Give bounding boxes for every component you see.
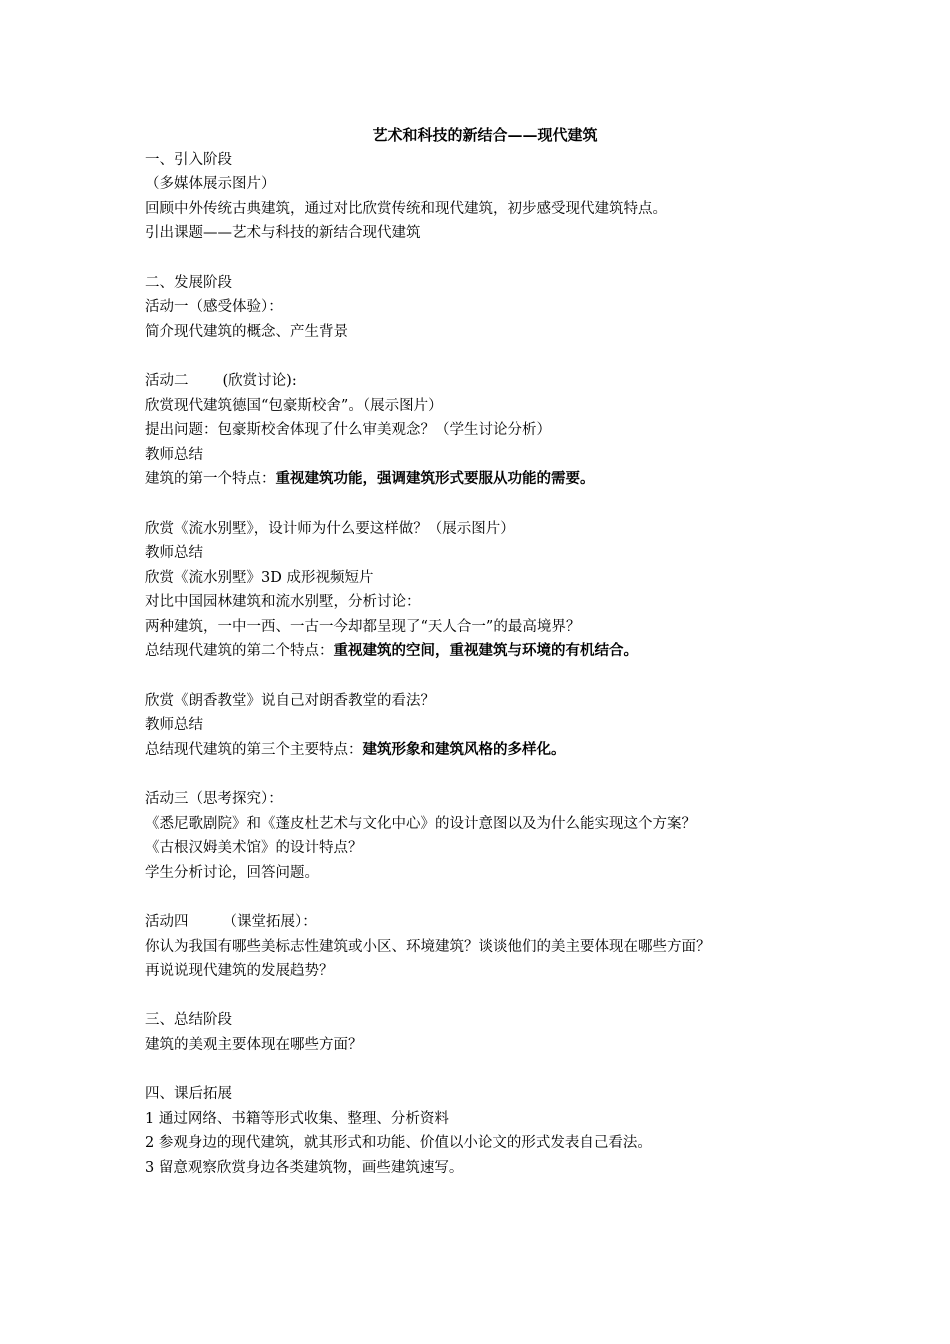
activity-four-subtitle: （课堂拓展）：	[222, 914, 317, 930]
activity-two-label: 活动二	[145, 372, 189, 389]
section-heading-extension: 四、课后拓展	[145, 1086, 232, 1103]
feature-bold-text: 重视建筑功能，强调建筑形式要服从功能的需要。	[275, 470, 595, 488]
feature-bold-text: 重视建筑的空间，重视建筑与环境的有机结合。	[333, 642, 638, 660]
activity-two-title	[145, 369, 825, 394]
list-item: 2 参观身边的现代建筑，就其形式和功能、价值以小论文的形式发表自己看法。	[145, 1135, 652, 1152]
section-heading-intro: 一、引入阶段	[145, 151, 232, 168]
paragraph-line: 引出课题——艺术与科技的新结合现代建筑	[145, 225, 421, 242]
paragraph-line: 教师总结	[145, 717, 203, 734]
paragraph-line: 《古根汉姆美术馆》的设计特点？	[145, 840, 363, 857]
blank-line	[145, 762, 825, 787]
paragraph-line: 教师总结	[145, 446, 203, 463]
paragraph-line: 《悉尼歌剧院》和《蓬皮杜艺术与文化中心》的设计意图以及为什么能实现这个方案？	[145, 815, 696, 832]
blank-line	[145, 984, 825, 1009]
paragraph-line: 提出问题：包豪斯校舍体现了什么审美观念？（学生讨论分析）	[145, 422, 551, 439]
feature-bold-text: 建筑形象和建筑风格的多样化。	[362, 740, 566, 758]
activity-three-title: 活动三（思考探究）：	[145, 791, 283, 808]
blank-line	[145, 344, 825, 369]
paragraph-line: 对比中国园林建筑和流水别墅，分析讨论：	[145, 594, 421, 611]
feature-one-line	[145, 467, 825, 492]
paragraph-line: 你认为我国有哪些美标志性建筑或小区、环境建筑？谈谈他们的美主要体现在哪些方面？	[145, 938, 711, 955]
paragraph-line: 教师总结	[145, 545, 203, 562]
blank-line	[145, 246, 825, 271]
blank-line	[145, 885, 825, 910]
activity-four-title	[145, 910, 825, 935]
paragraph-line: 欣赏《朗香教堂》说自己对朗香教堂的看法？	[145, 692, 435, 709]
section-heading-development: 二、发展阶段	[145, 274, 232, 291]
activity-two-subtitle: (欣赏讨论):	[222, 372, 297, 389]
paragraph-line: 学生分析讨论，回答问题。	[145, 864, 319, 881]
list-item: 3 留意观察欣赏身边各类建筑物，画些建筑速写。	[145, 1159, 464, 1176]
feature-prefix: 总结现代建筑的第三个主要特点：	[145, 741, 363, 758]
blank-line	[145, 664, 825, 689]
paragraph-line: 欣赏《流水别墅》，设计师为什么要这样做？（展示图片）	[145, 520, 515, 537]
document-page	[145, 123, 825, 1181]
activity-one-title: 活动一（感受体验）：	[145, 299, 283, 316]
feature-three-line	[145, 738, 825, 763]
document-title: 艺术和科技的新结合——现代建筑	[372, 126, 598, 144]
list-item: 1 通过网络、书籍等形式收集、整理、分析资料	[145, 1110, 449, 1127]
activity-four-label: 活动四	[145, 914, 189, 930]
paragraph-line: （多媒体展示图片）	[145, 176, 276, 193]
paragraph-line: 建筑的美观主要体现在哪些方面？	[145, 1036, 363, 1053]
blank-line	[145, 492, 825, 517]
feature-prefix: 总结现代建筑的第二个特点：	[145, 643, 334, 660]
blank-line	[145, 1058, 825, 1083]
paragraph-line: 再说说现代建筑的发展趋势？	[145, 963, 334, 980]
paragraph-line: 欣赏《流水别墅》3D 成形视频短片	[145, 569, 374, 586]
paragraph-line: 回顾中外传统古典建筑，通过对比欣赏传统和现代建筑，初步感受现代建筑特点。	[145, 200, 667, 217]
section-heading-summary: 三、总结阶段	[145, 1012, 232, 1029]
feature-two-line	[145, 639, 825, 664]
paragraph-line: 欣赏现代建筑德国“包豪斯校舍”。（展示图片）	[145, 397, 443, 414]
paragraph-line: 两种建筑，一中一西、一古一今却都呈现了“天人合一”的最高境界？	[145, 618, 581, 635]
paragraph-line: 简介现代建筑的概念、产生背景	[145, 323, 348, 340]
feature-prefix: 建筑的第一个特点：	[145, 471, 276, 488]
